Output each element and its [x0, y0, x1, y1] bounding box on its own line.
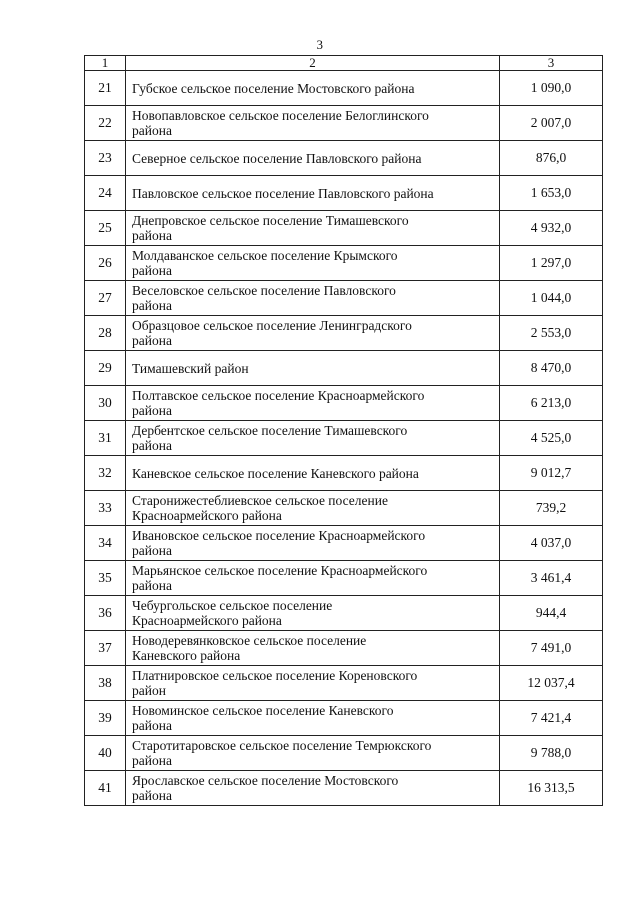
row-number-cell: 41	[85, 771, 126, 806]
amount-cell: 16 313,5	[500, 771, 603, 806]
settlement-name-cell: Веселовское сельское поселение Павловского района	[126, 281, 500, 316]
row-number-cell: 22	[85, 106, 126, 141]
row-number-cell: 21	[85, 71, 126, 106]
table-row	[85, 71, 603, 106]
amount-cell: 7 491,0	[500, 631, 603, 666]
row-number-cell: 24	[85, 176, 126, 211]
amount-cell: 9 012,7	[500, 456, 603, 491]
settlement-name-cell: Чебургольское сельское поселение Красноармейского района	[126, 596, 500, 631]
header-col-2: 2	[126, 56, 500, 71]
row-number-cell: 23	[85, 141, 126, 176]
amount-cell: 4 525,0	[500, 421, 603, 456]
row-number-cell: 33	[85, 491, 126, 526]
amount-cell: 6 213,0	[500, 386, 603, 421]
table-row	[85, 666, 603, 701]
table-row	[85, 246, 603, 281]
settlement-name-cell: Старонижестеблиевское сельское поселение Красноармейского района	[126, 491, 500, 526]
row-number-cell: 40	[85, 736, 126, 771]
row-number-cell: 30	[85, 386, 126, 421]
settlement-name-cell: Каневское сельское поселение Каневского района	[126, 456, 500, 491]
header-col-1: 1	[85, 56, 126, 71]
amount-cell: 944,4	[500, 596, 603, 631]
table-row	[85, 281, 603, 316]
amount-cell: 4 037,0	[500, 526, 603, 561]
table-row	[85, 631, 603, 666]
settlement-name-cell: Тимашевский район	[126, 351, 500, 386]
amount-cell: 8 470,0	[500, 351, 603, 386]
table-row	[85, 561, 603, 596]
amount-cell: 2 553,0	[500, 316, 603, 351]
settlement-name-cell: Полтавское сельское поселение Красноармейского района	[126, 386, 500, 421]
amount-cell: 9 788,0	[500, 736, 603, 771]
row-number-cell: 31	[85, 421, 126, 456]
table-row	[85, 526, 603, 561]
settlement-name-cell: Молдаванское сельское поселение Крымского района	[126, 246, 500, 281]
settlement-name-cell: Северное сельское поселение Павловского района	[126, 141, 500, 176]
table-row	[85, 211, 603, 246]
allocation-table	[84, 55, 603, 806]
settlement-name-cell: Новодеревянковское сельское поселение Каневского района	[126, 631, 500, 666]
table-row	[85, 106, 603, 141]
row-number-cell: 26	[85, 246, 126, 281]
table-header-row	[85, 56, 603, 71]
row-number-cell: 29	[85, 351, 126, 386]
settlement-name-cell: Старотитаровское сельское поселение Темрюкского района	[126, 736, 500, 771]
settlement-name-cell: Губское сельское поселение Мостовского района	[126, 71, 500, 106]
table-row	[85, 596, 603, 631]
settlement-name-cell: Ярославское сельское поселение Мостовского района	[126, 771, 500, 806]
amount-cell: 2 007,0	[500, 106, 603, 141]
settlement-name-cell: Павловское сельское поселение Павловского района	[126, 176, 500, 211]
row-number-cell: 36	[85, 596, 126, 631]
settlement-name-cell: Марьянское сельское поселение Красноармейского района	[126, 561, 500, 596]
table-row	[85, 456, 603, 491]
amount-cell: 3 461,4	[500, 561, 603, 596]
amount-cell: 7 421,4	[500, 701, 603, 736]
table-row	[85, 316, 603, 351]
row-number-cell: 28	[85, 316, 126, 351]
header-col-3: 3	[500, 56, 603, 71]
settlement-name-cell: Ивановское сельское поселение Красноармейского района	[126, 526, 500, 561]
amount-cell: 739,2	[500, 491, 603, 526]
settlement-name-cell: Днепровское сельское поселение Тимашевского района	[126, 211, 500, 246]
settlement-name-cell: Платнировское сельское поселение Кореновского район	[126, 666, 500, 701]
table-row	[85, 176, 603, 211]
amount-cell: 1 044,0	[500, 281, 603, 316]
row-number-cell: 35	[85, 561, 126, 596]
table-row	[85, 141, 603, 176]
table-row	[85, 701, 603, 736]
row-number-cell: 37	[85, 631, 126, 666]
amount-cell: 1 653,0	[500, 176, 603, 211]
row-number-cell: 34	[85, 526, 126, 561]
amount-cell: 4 932,0	[500, 211, 603, 246]
page-number: 3	[316, 37, 324, 52]
row-number-cell: 25	[85, 211, 126, 246]
table-row	[85, 421, 603, 456]
amount-cell: 12 037,4	[500, 666, 603, 701]
settlement-name-cell: Новоминское сельское поселение Каневского района	[126, 701, 500, 736]
table-row	[85, 491, 603, 526]
row-number-cell: 39	[85, 701, 126, 736]
amount-cell: 876,0	[500, 141, 603, 176]
settlement-name-cell: Дербентское сельское поселение Тимашевского района	[126, 421, 500, 456]
amount-cell: 1 297,0	[500, 246, 603, 281]
settlement-name-cell: Новопавловское сельское поселение Белоглинского района	[126, 106, 500, 141]
settlement-name-cell: Образцовое сельское поселение Ленинградского района	[126, 316, 500, 351]
table-row	[85, 736, 603, 771]
table-row	[85, 386, 603, 421]
row-number-cell: 38	[85, 666, 126, 701]
table-row	[85, 771, 603, 806]
row-number-cell: 32	[85, 456, 126, 491]
row-number-cell: 27	[85, 281, 126, 316]
table-row	[85, 351, 603, 386]
amount-cell: 1 090,0	[500, 71, 603, 106]
